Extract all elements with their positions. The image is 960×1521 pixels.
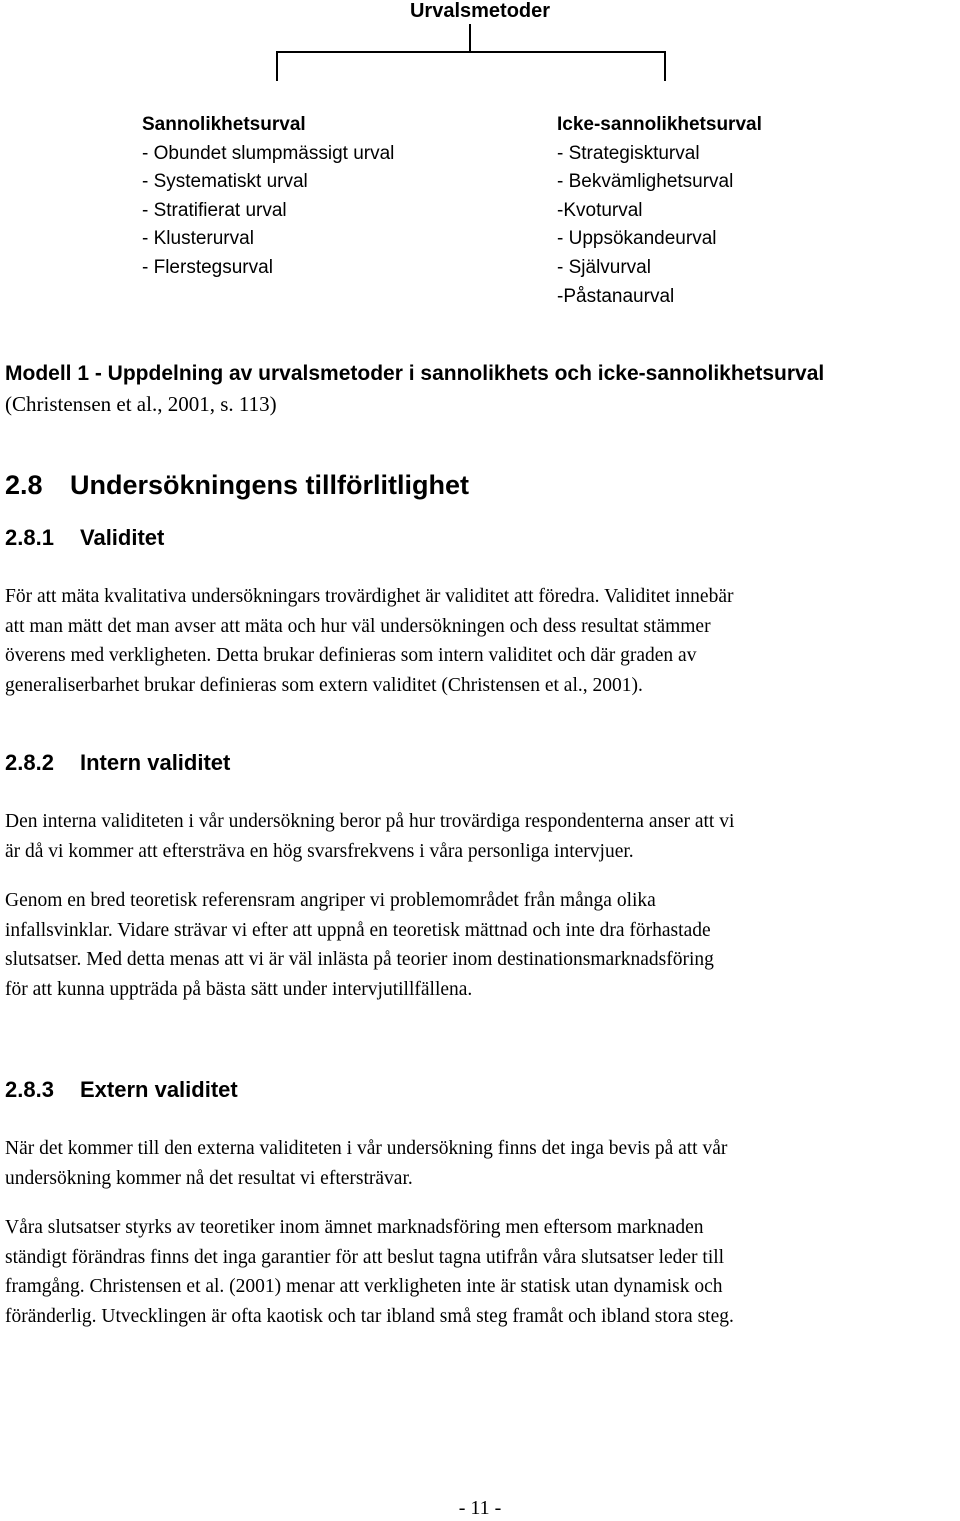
list-item: - Bekvämlighetsurval xyxy=(557,171,734,193)
paragraph xyxy=(5,886,960,1005)
list-item: - Klusterurval xyxy=(142,228,254,250)
text-line: ständigt förändras finns det inga garantier för att beslut tagna utifrån våra slutsatser leder till xyxy=(5,1246,725,1268)
non-probability-sampling-box xyxy=(557,111,762,311)
text-line: är då vi kommer att eftersträva en hög svarsfrekvens i våra personliga intervjuer. xyxy=(5,840,634,862)
list-item: - Strategiskturval xyxy=(557,142,700,164)
subsection-title: Validitet xyxy=(80,525,165,550)
subsection-heading-extern-validitet xyxy=(5,1076,238,1104)
list-item: - Obundet slumpmässigt urval xyxy=(142,142,395,164)
non-probability-sampling-heading: Icke-sannolikhetsurval xyxy=(557,114,762,135)
list-item: - Systematiskt urval xyxy=(142,171,308,193)
caption-citation: (Christensen et al., 2001, s. 113) xyxy=(5,392,277,416)
paragraph xyxy=(5,582,960,701)
text-line: infallsvinklar. Vidare strävar vi efter att uppnå en teoretisk mättnad och inte dra förhastade xyxy=(5,919,711,941)
text-line: När det kommer till den externa validiteten i vår undersökning finns det inga bevis på att vår xyxy=(5,1138,728,1159)
section-heading xyxy=(5,468,469,502)
figure-caption xyxy=(5,358,905,419)
list-item: -Kvoturval xyxy=(557,199,643,221)
connector-left-branch xyxy=(276,51,278,81)
text-line: För att mäta kvalitativa undersökningars trovärdighet är validitet att föredra. Validitet innebär xyxy=(5,586,734,607)
text-line: Den interna validiteten i vår undersökning beror på hur trovärdiga respondenterna anser att vi xyxy=(5,811,735,832)
list-item: -Påstanaurval xyxy=(557,285,675,307)
subsection-number: 2.8.1 xyxy=(5,525,54,550)
text-line: föränderlig. Utvecklingen är ofta kaotisk och tar ibland små steg framåt och ibland stora steg. xyxy=(5,1306,734,1328)
probability-sampling-heading: Sannolikhetsurval xyxy=(142,114,306,135)
probability-sampling-box xyxy=(142,111,394,283)
text-line: för att kunna uppträda på bästa sätt under intervjutillfällena. xyxy=(5,979,473,1001)
connector-right-branch xyxy=(664,51,666,81)
subsection-title: Intern validitet xyxy=(80,750,231,775)
text-line: undersökning kommer nå det resultat vi eftersträvar. xyxy=(5,1167,413,1189)
subsection-title: Extern validitet xyxy=(80,1077,238,1102)
connector-vertical-top xyxy=(469,24,471,52)
subsection-number: 2.8.2 xyxy=(5,750,54,775)
diagram-title: Urvalsmetoder xyxy=(409,0,551,22)
paragraph xyxy=(5,1134,960,1193)
paragraph xyxy=(5,1213,960,1332)
text-line: Genom en bred teoretisk referensram angriper vi problemområdet från många olika xyxy=(5,890,656,911)
text-line: Våra slutsatser styrks av teoretiker inom ämnet marknadsföring men eftersom marknaden xyxy=(5,1217,704,1238)
section-number: 2.8 xyxy=(5,470,43,500)
list-item: - Uppsökandeurval xyxy=(557,228,717,250)
list-item: - Stratifierat urval xyxy=(142,199,287,221)
text-line: att man mätt det man avser att mäta och hur väl undersökningen och dess resultat stämmer xyxy=(5,615,711,637)
paragraph xyxy=(5,807,960,866)
list-item: - Flerstegsurval xyxy=(142,256,273,278)
connector-horizontal xyxy=(276,51,666,53)
subsection-heading-validitet xyxy=(5,524,164,552)
list-item: - Självurval xyxy=(557,256,651,278)
text-line: slutsatser. Med detta menas att vi är väl inlästa på teorier inom destinationsmarknadsföring xyxy=(5,949,714,971)
text-line: generaliserbarhet brukar definieras som extern validitet (Christensen et al., 2001). xyxy=(5,675,643,697)
page-number: - 11 - xyxy=(458,1497,502,1519)
text-line: framgång. Christensen et al. (2001) menar att verkligheten inte är statisk utan dynamisk och xyxy=(5,1276,723,1298)
section-title: Undersökningens tillförlitlighet xyxy=(70,470,470,500)
caption-title: Modell 1 - Uppdelning av urvalsmetoder i sannolikhets och icke-sannolikhetsurval xyxy=(5,362,825,385)
subsection-number: 2.8.3 xyxy=(5,1077,54,1102)
subsection-heading-intern-validitet xyxy=(5,749,230,777)
text-line: överens med verkligheten. Detta brukar definieras som intern validitet och där graden av xyxy=(5,645,697,667)
